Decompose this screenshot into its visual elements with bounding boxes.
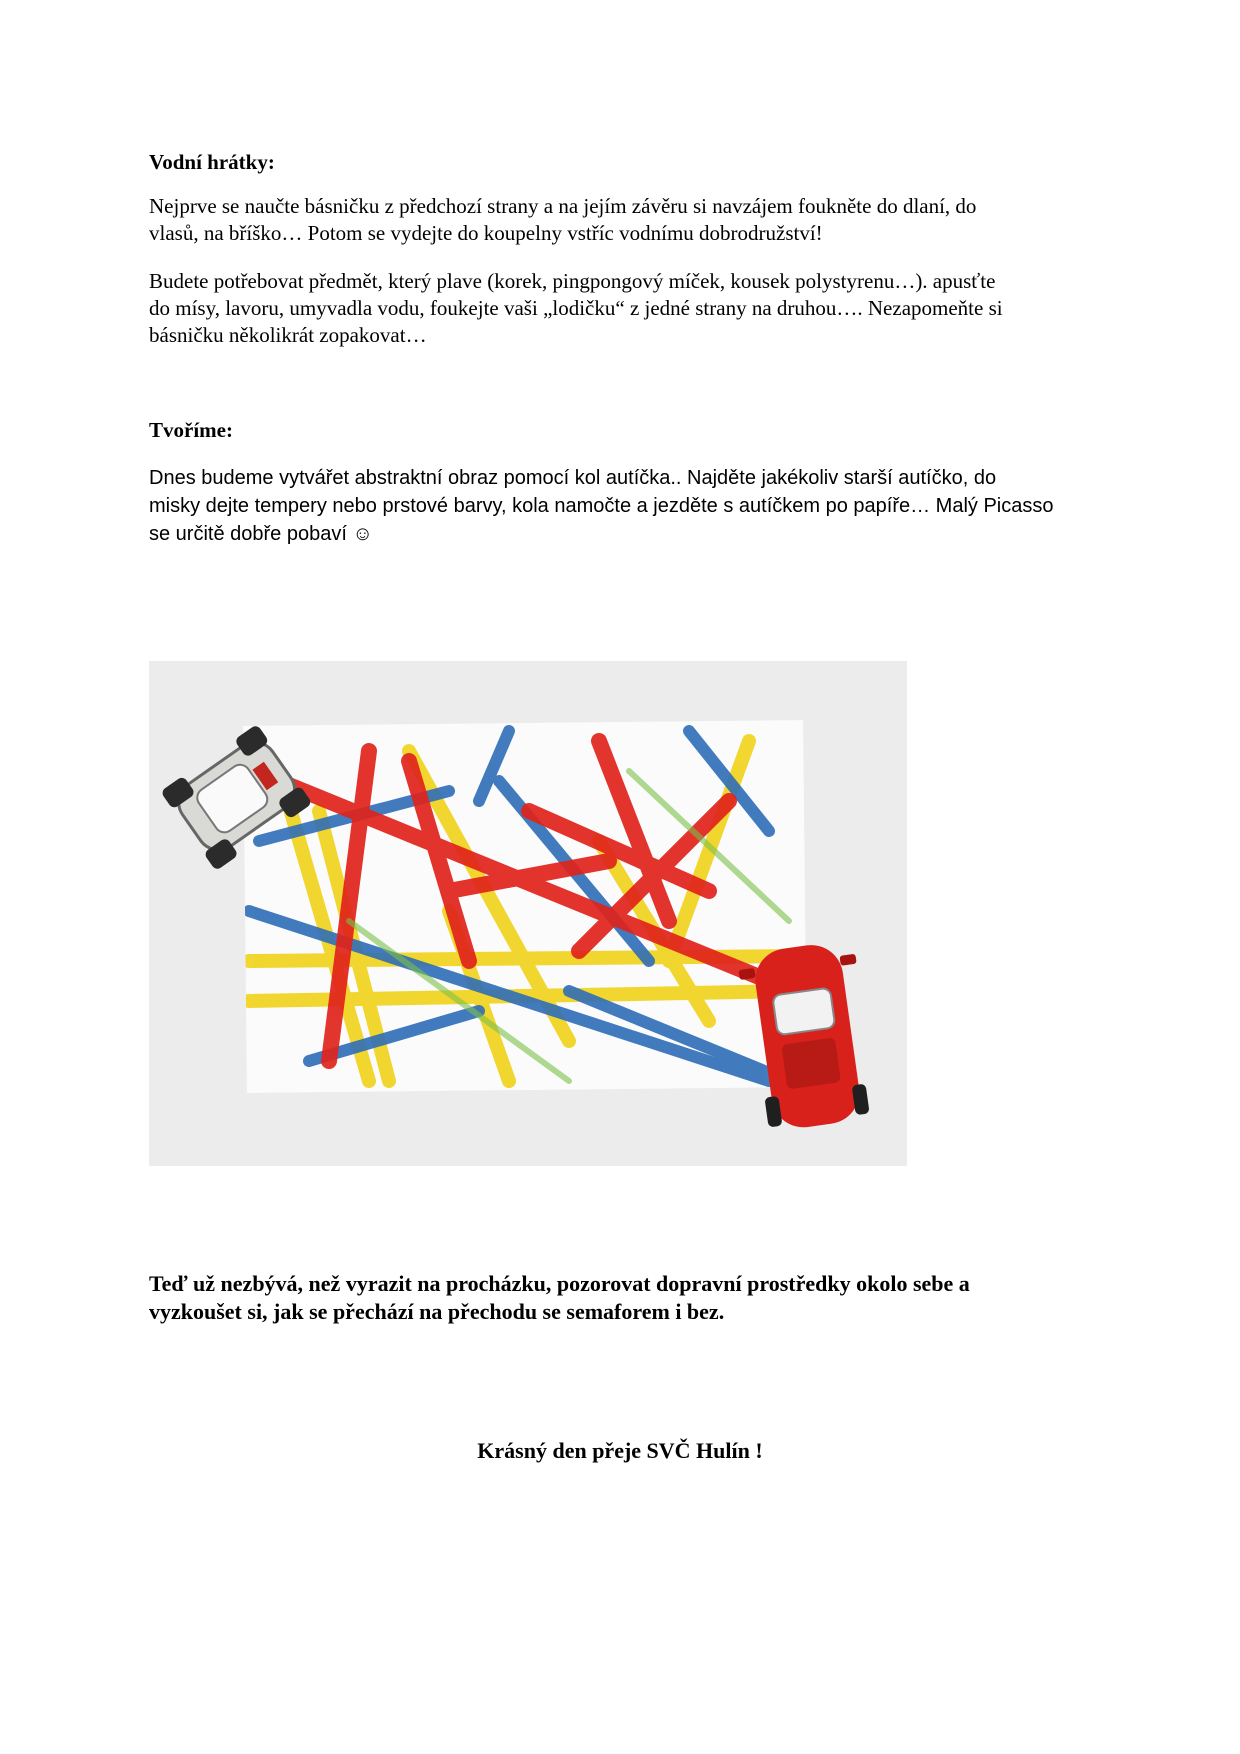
section-title-tvorime: Tvoříme: xyxy=(149,418,233,442)
paragraph-line: básničku několikrát zopakovat… xyxy=(149,323,427,347)
paragraph-line: se určitě dobře pobaví ☺ xyxy=(149,523,373,545)
toy-car-painting-photo xyxy=(149,661,907,1166)
section-title-vodni-hratky: Vodní hrátky: xyxy=(149,150,275,174)
paragraph-line: vyzkoušet si, jak se přechází na přechodu se semaforem i bez. xyxy=(149,1299,725,1324)
paragraph-line: Teď už nezbývá, než vyrazit na procházku, pozorovat dopravní prostředky okolo sebe a xyxy=(149,1271,970,1296)
paragraph-line: do mísy, lavoru, umyvadla vodu, foukejte vaši „lodičku“ z jedné strany na druhou…. Nezapomeňte si xyxy=(149,296,1003,320)
paragraph-intro xyxy=(149,193,1109,247)
paragraph-line: vlasů, na bříško… Potom se vydejte do koupelny vstříc vodnímu dobrodružství! xyxy=(149,221,823,245)
closing-greeting: Krásný den přeje SVČ Hulín ! xyxy=(477,1438,763,1463)
paragraph-line: Budete potřebovat předmět, který plave (korek, pingpongový míček, kousek polystyrenu…). apusťte xyxy=(149,269,996,293)
paragraph-line: Nejprve se naučte básničku z předchozí strany a na jejím závěru si navzájem foukněte do dlaní, do xyxy=(149,194,977,218)
paragraph-line: Dnes budeme vytvářet abstraktní obraz pomocí kol autíčka.. Najděte jakékoliv starší autíčko, do xyxy=(149,467,997,489)
paragraph-painting xyxy=(149,464,1109,548)
paragraph-line: misky dejte tempery nebo prstové barvy, kola namočte a jezděte s autíčkem po papíře… Malý Picasso xyxy=(149,495,1054,517)
paragraph-boat xyxy=(149,268,1109,349)
paragraph-walk xyxy=(149,1270,1109,1326)
